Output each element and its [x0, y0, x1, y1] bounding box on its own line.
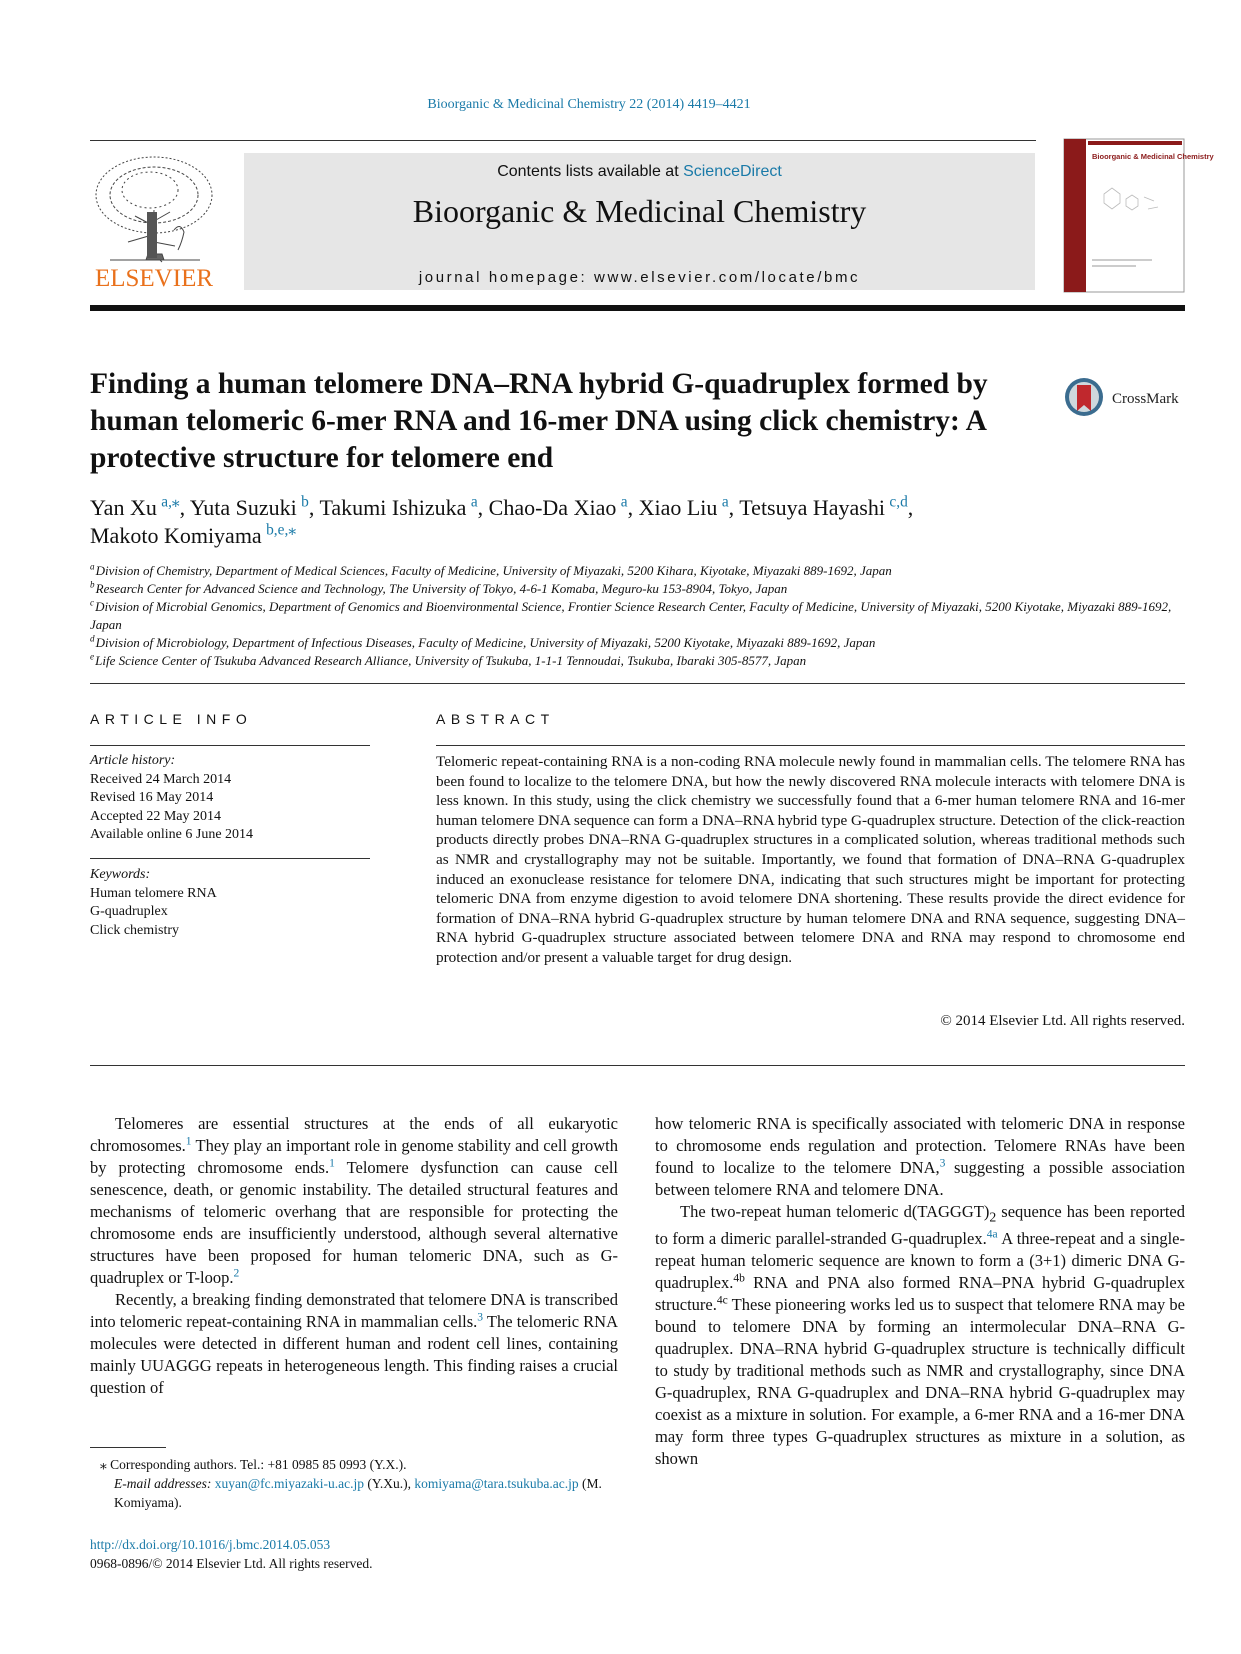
keywords — [90, 866, 370, 940]
doi-link[interactable]: http://dx.doi.org/10.1016/j.bmc.2014.05.053 — [90, 1537, 331, 1552]
contents-line — [244, 163, 1035, 181]
crossmark-icon — [1064, 377, 1184, 421]
footnote-rule — [90, 1447, 166, 1448]
abstract-heading: ABSTRACT — [436, 711, 555, 727]
corresponding-author-footnote — [90, 1455, 618, 1512]
affiliation-list — [90, 562, 1185, 670]
citation-link[interactable]: 1 — [185, 1135, 192, 1148]
affiliation-item: $^e$ Life Science Center of Tsukuba Advanced Research Alliance, University of Tsukuba, 1-1-1 Tennoudai, Tsukuba, Ibaraki 305-8577, Japan — [90, 651, 807, 668]
journal-name: Bioorganic & Medicinal Chemistry — [412, 193, 867, 229]
author[interactable]: Makoto Komiyama $^{b,e,⁎}$ — [90, 521, 297, 548]
author[interactable]: Chao-Da Xiao $^a$ — [488, 493, 628, 520]
crossmark-button[interactable] — [1064, 377, 1184, 417]
author[interactable]: Yan Xu $^{a,⁎}$ — [90, 493, 180, 520]
citation-label: 4b — [733, 1272, 745, 1285]
journal-banner — [244, 153, 1035, 290]
doi-block — [90, 1535, 618, 1573]
journal-homepage-link[interactable]: journal homepage: www.elsevier.com/locate/bmc — [418, 269, 861, 286]
history-item: Revised 16 May 2014 — [90, 790, 214, 805]
section-rule — [90, 1065, 1185, 1066]
issn-line: 0968-0896/© 2014 Elsevier Ltd. All rights reserved. — [90, 1556, 373, 1571]
body-paragraph: The two-repeat human telomeric $d(TAGGGT)_2$ sequence has been reported to form a dimeric parallel-stranded G-quadruplex.$^{4a}$ A three-repeat and a single-repeat human telomeric sequence are known to form a (3+1) dimeric DNA G-quadruplex.$^{4b}$ RNA and PNA also formed RNA–PNA hybrid G-quadruplex structure.$^{4c}$ These pioneering works led us to suspect that telomere RNA may be bound to telomere DNA by forming an intermolecular DNA–RNA G-quadruplex. DNA–RNA hybrid G-quadruplex structure is technically difficult to study by traditional methods such as NMR and crystallography, since DNA G-quadruplex, RNA G-quadruplex and DNA–RNA hybrid G-quadruplex may coexist as a mixture in solution. For example, a 6-mer RNA and a 16-mer DNA may form three types G-quadruplex structures as mixture in a solution, as shown — [655, 1202, 1186, 1469]
affiliation-item: $^a$ Division of Chemistry, Department of Medical Sciences, Faculty of Medicine, University of Miyazaki, 5200 Kihara, Kiyotake, Miyazaki 889-1692, Japan — [90, 561, 892, 578]
body-column-right — [655, 1113, 1185, 1470]
elsevier-logo[interactable] — [90, 150, 218, 292]
section-rule — [90, 683, 1185, 684]
affiliation-item: $^d$ Division of Microbiology, Department of Infectious Diseases, Faculty of Medicine, University of Miyazaki, 5200 Kiyotake, Miyazaki 889-1692, Japan — [90, 633, 876, 650]
citation-link[interactable]: 3 — [939, 1157, 946, 1170]
abstract-text: Telomeric repeat-containing RNA is a non-coding RNA molecule newly found in mammalian cells. The telomere RNA has been found to localize to the telomere DNA, but how the newly discovered RNA molecule interacts with telomere DNA is less known. In this study, using the click chemistry we successfully found that a 6-mer human telomere RNA and 16-mer human telomere DNA sequence can form a DNA–RNA hybrid type G-quadruplex structure. Detection of the click-reaction products directly probes DNA–RNA G-quadruplex structures in a complicated solution, whereas traditional methods such as NMR and crystallography may not be suitable. Importantly, we found that formation of DNA–RNA G-quadruplex induced an exonuclease resistance for telomere DNA, indicating that such structures might be important for protecting telomeric DNA from enzyme digestion to avoid telomere DNA shortening. These results provide the direct evidence for formation of DNA–RNA hybrid G-quadruplex structure by human telomere DNA and RNA sequence, suggesting DNA–RNA hybrid G-quadruplex structure associated between telomere DNA and RNA may respond to chromosome end protection and/or present a valuable target for drug design. — [436, 753, 1185, 966]
elsevier-wordmark: ELSEVIER — [94, 265, 214, 292]
author[interactable]: Yuta Suzuki $^b$ — [189, 493, 309, 520]
abstract-rule — [436, 745, 1185, 746]
keyword-item: Click chemistry — [90, 922, 180, 938]
body-paragraph: how telomeric RNA is specifically associated with telomeric DNA in response to chromosome ends regulation and protection. Telomere RNAs have been found to localize to the telomere DNA,$^3$ suggesting a possible association between telomere RNA and telomere DNA. — [655, 1114, 1185, 1199]
header-rule — [90, 140, 1036, 141]
keywords-label: Keywords: — [90, 867, 151, 882]
cover-title: Bioorganic & Medicinal Chemistry — [1092, 152, 1214, 161]
email-line: E-mail addresses: xuyan@fc.miyazaki-u.ac.jp (Y.Xu.), komiyama@tara.tsukuba.ac.jp (M. Komiyama). — [114, 1476, 602, 1510]
history-label: Article history: — [90, 753, 176, 768]
history-item: Available online 6 June 2014 — [90, 827, 254, 842]
abstract-copyright: © 2014 Elsevier Ltd. All rights reserved. — [940, 1013, 1185, 1029]
sciencedirect-link[interactable]: ScienceDirect — [683, 163, 782, 180]
journal-cover-image — [1064, 139, 1214, 292]
history-item: Accepted 22 May 2014 — [90, 808, 222, 824]
author[interactable]: Xiao Liu $^a$ — [638, 493, 729, 520]
citation-label: 4c — [716, 1294, 728, 1307]
article-info-rule — [90, 858, 370, 859]
author[interactable]: Takumi Ishizuka $^a$ — [319, 493, 478, 520]
article-title: Finding a human telomere DNA–RNA hybrid G-quadruplex formed by human telomeric 6-mer RNA and 16-mer DNA using click chemistry: A protective structure for telomere end — [90, 368, 988, 474]
header-thick-rule — [90, 305, 1185, 311]
keyword-item: Human telomere RNA — [90, 885, 217, 901]
contents-prefix: Contents lists available at — [497, 163, 684, 180]
body-paragraph: Recently, a breaking finding demonstrated that telomere DNA is transcribed into telomeric repeat-containing RNA in mammalian cells.$^3$ The telomeric RNA molecules were detected in different human and rodent cell lines, containing mainly UUAGGG repeats in heterogeneous length. This finding raises a crucial question of — [90, 1290, 618, 1397]
body-column-left — [90, 1113, 618, 1399]
journal-cover-thumbnail[interactable] — [1064, 139, 1214, 292]
crossmark-label: CrossMark — [1112, 391, 1179, 407]
affiliation-item: $^b$ Research Center for Advanced Science and Technology, The University of Tokyo, 4-6-1 Komaba, Meguro-ku 153-8904, Tokyo, Japan — [90, 579, 788, 596]
corresponding-line: ⁎ Corresponding authors. Tel.: +81 0985 85 0993 (Y.X.). — [100, 1457, 407, 1472]
author[interactable]: Tetsuya Hayashi $^{c,d}$ — [739, 493, 908, 520]
citation-link[interactable]: 4a — [986, 1228, 998, 1241]
journal-reference-link[interactable]: Bioorganic & Medicinal Chemistry 22 (2014) 4419–4421 — [427, 97, 751, 112]
citation-link[interactable]: 1 — [329, 1157, 335, 1170]
article-history — [90, 752, 370, 845]
article-info-heading: ARTICLE INFO — [90, 711, 253, 727]
history-item: Received 24 March 2014 — [90, 771, 232, 787]
affiliation-item: $^c$ Division of Microbial Genomics, Department of Genomics and Bioenvironmental Science, Frontier Science Research Center, Faculty of Medicine, University of Miyazaki, 5200 Kiyotake, Miyazaki 889-1692, Japan — [90, 597, 1172, 632]
keyword-item: G-quadruplex — [90, 904, 168, 919]
author-list: Yan Xu $^{a,⁎}$, Yuta Suzuki $^b$, Takumi Ishizuka $^a$, Chao-Da Xiao $^a$, Xiao Liu $^a$, Tetsuya Hayashi $^{c,d}$, Makoto Komiyama $^{b,e,⁎}$ — [90, 493, 914, 548]
email-link[interactable]: xuyan@fc.miyazaki-u.ac.jp — [214, 1476, 364, 1491]
citation-link[interactable]: 3 — [477, 1311, 484, 1324]
citation-link[interactable]: 2 — [233, 1267, 240, 1280]
article-info-rule — [90, 745, 370, 746]
body-paragraph: Telomeres are essential structures at the ends of all eukaryotic chromosomes.$^1$ They play an important role in genome stability and cell growth by protecting chromosome ends.$^1$ Telomere dysfunction can cause cell senescence, death, or genomic instability. The detailed structural features and mechanisms of telomeric overhang that are responsible for protecting the chromosome ends are insufficiently understood, although several alternative structures have been proposed for human telomeric DNA, such as G-quadruplex or T-loop.$^2$ — [90, 1114, 619, 1287]
elsevier-tree-icon — [90, 150, 218, 292]
email-link[interactable]: komiyama@tara.tsukuba.ac.jp — [414, 1476, 579, 1491]
